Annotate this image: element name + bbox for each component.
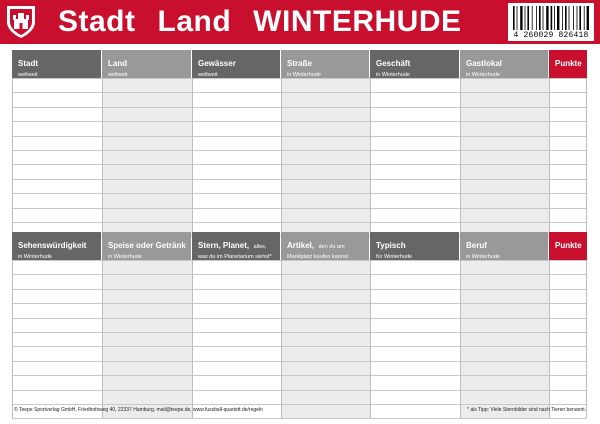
column-sublabel: weltweit — [198, 72, 218, 78]
row-line — [12, 92, 587, 93]
column-sublabel: in Winterhude — [287, 72, 321, 78]
column-line — [460, 260, 461, 418]
column-sublabel: in Winterhude — [18, 254, 52, 260]
column-label: Punkte — [555, 241, 582, 250]
barcode-bar — [536, 6, 537, 30]
barcode-bar — [577, 6, 578, 30]
column-sublabel: in Winterhude — [108, 254, 142, 260]
barcode-bar — [557, 6, 559, 30]
grid-top — [12, 50, 587, 236]
header-row-bottom — [12, 232, 587, 260]
column-label: Stern, Planet, — [198, 241, 250, 250]
column-line — [586, 260, 587, 418]
column-label: Gewässer — [198, 59, 236, 68]
column-line — [192, 260, 193, 418]
column-sublabel: für Winterhude — [376, 254, 413, 260]
column-header-gastlokal — [460, 50, 548, 78]
column-line — [549, 78, 550, 236]
title-word-winterhude: WINTERHUDE — [253, 5, 462, 38]
barcode-bar — [569, 6, 570, 30]
column-header-punkte — [549, 232, 587, 260]
header-row-top — [12, 50, 587, 78]
column-line — [281, 78, 282, 236]
row-line — [12, 289, 587, 290]
column-sublabel: in Winterhude — [376, 72, 410, 78]
row-line — [12, 121, 587, 122]
column-header-artikel — [281, 232, 369, 260]
row-line — [12, 260, 587, 261]
column-shade — [102, 78, 192, 236]
barcode-bar — [513, 6, 515, 30]
column-label: Punkte — [555, 59, 582, 68]
barcode-number: 4 260029 826418 — [513, 31, 589, 40]
row-line — [12, 418, 587, 419]
column-shade — [102, 260, 192, 418]
row-line — [12, 78, 587, 79]
row-line — [12, 346, 587, 347]
column-header-typisch — [370, 232, 459, 260]
barcode-bar — [584, 6, 585, 30]
column-label: Gastlokal — [466, 59, 503, 68]
barcode — [508, 3, 594, 41]
column-line — [586, 78, 587, 236]
column-label: Stadt — [18, 59, 38, 68]
footer-note: * als Tipp: Viele Sternbilder sind nach Tieren benannt. — [467, 407, 586, 413]
column-line — [281, 260, 282, 418]
barcode-bar — [573, 6, 574, 30]
barcode-bar — [539, 6, 541, 30]
grid-bottom — [12, 232, 587, 418]
column-line — [12, 260, 13, 418]
column-label: Speise oder Getränk — [108, 241, 186, 250]
header-bar — [0, 0, 600, 44]
row-line — [12, 390, 587, 391]
row-line — [12, 107, 587, 108]
row-line — [12, 193, 587, 194]
column-sublabel: Marktplatz kaufen kannst — [287, 254, 349, 260]
column-sublabel: was du im Planetarium siehst* — [198, 254, 272, 260]
barcode-bar — [532, 6, 533, 30]
column-header-punkte — [549, 50, 587, 78]
column-label: Land — [108, 59, 128, 68]
footer-copyright: © Teepe Sportverlag GmbH, Friedhofsweg 40, 22337 Hamburg, mail@teepe.de, www.fussball-quartett.de/regeln — [14, 407, 263, 413]
column-shade — [460, 78, 549, 236]
row-line — [12, 303, 587, 304]
barcode-bar — [525, 6, 526, 30]
row-line — [12, 208, 587, 209]
row-line — [12, 164, 587, 165]
barcode-bar — [562, 6, 563, 30]
row-line — [12, 361, 587, 362]
column-line — [102, 78, 103, 236]
column-line — [12, 78, 13, 236]
row-line — [12, 375, 587, 376]
column-label: Beruf — [466, 241, 487, 250]
column-header-sehenswuerdigkeit — [12, 232, 101, 260]
row-line — [12, 332, 587, 333]
column-line — [370, 260, 371, 418]
barcode-bar — [520, 6, 522, 30]
column-label: Sehenswürdigkeit — [18, 241, 87, 250]
row-line — [12, 274, 587, 275]
row-line — [12, 222, 587, 223]
column-sublabel: weltweit — [18, 72, 38, 78]
barcode-icon — [511, 6, 591, 30]
row-line — [12, 150, 587, 151]
column-header-stern-planet — [192, 232, 280, 260]
barcode-bar — [587, 6, 589, 30]
barcode-bar — [543, 6, 544, 30]
row-line — [12, 136, 587, 137]
column-shade — [281, 260, 370, 418]
column-header-beruf — [460, 232, 548, 260]
barcode-bar — [517, 6, 518, 30]
column-label: Typisch — [376, 241, 406, 250]
title-word-stadt: Stadt — [58, 5, 136, 38]
grid-body-top — [12, 78, 587, 236]
column-label: Straße — [287, 59, 312, 68]
column-label: Geschäft — [376, 59, 411, 68]
column-sublabel: in Winterhude — [466, 72, 500, 78]
column-extra: den du am — [318, 244, 345, 250]
page-title — [58, 3, 484, 41]
column-shade — [460, 260, 549, 418]
column-line — [370, 78, 371, 236]
grid-body-bottom — [12, 260, 587, 418]
column-header-stadt — [12, 50, 101, 78]
barcode-bar — [579, 6, 581, 30]
row-line — [12, 318, 587, 319]
barcode-bar — [565, 6, 567, 30]
column-header-strasse — [281, 50, 369, 78]
row-line — [12, 179, 587, 180]
title-word-land: Land — [157, 5, 232, 38]
column-label: Artikel, — [287, 241, 315, 250]
column-sublabel: in Winterhude — [466, 254, 500, 260]
barcode-bar — [551, 6, 553, 30]
column-line — [549, 260, 550, 418]
column-extra: alles, — [253, 244, 267, 250]
column-line — [192, 78, 193, 236]
column-line — [102, 260, 103, 418]
barcode-bar — [527, 6, 529, 30]
hamburg-coat-of-arms-icon — [4, 4, 38, 40]
column-header-geschaeft — [370, 50, 459, 78]
column-sublabel: weltweit — [108, 72, 128, 78]
column-line — [460, 78, 461, 236]
column-header-gewaesser — [192, 50, 280, 78]
barcode-bar — [546, 6, 548, 30]
column-header-land — [102, 50, 191, 78]
column-shade — [281, 78, 370, 236]
barcode-bar — [554, 6, 555, 30]
row-line — [12, 404, 587, 405]
column-header-speise-getraenk — [102, 232, 191, 260]
